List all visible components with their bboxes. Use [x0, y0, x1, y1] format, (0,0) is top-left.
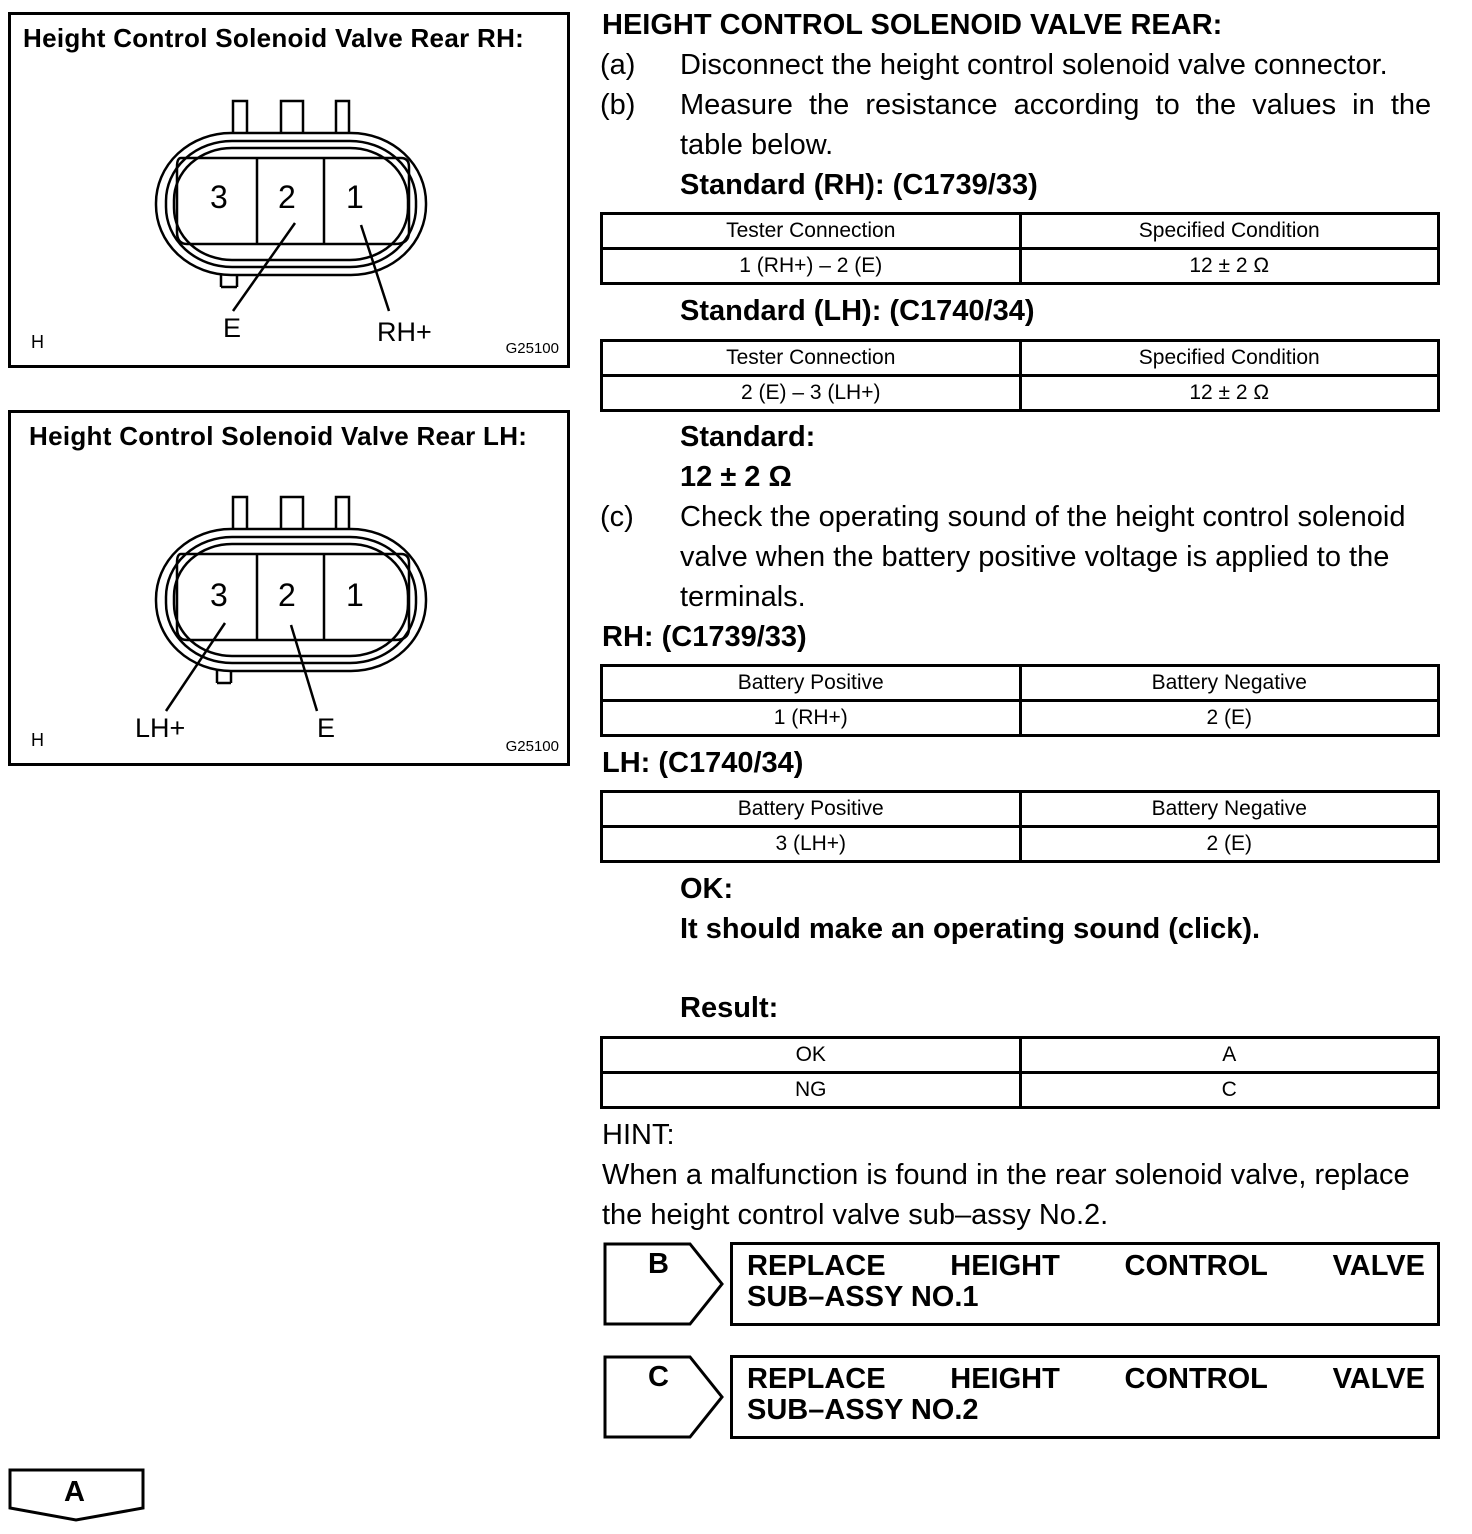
ok-label: OK:: [680, 873, 734, 905]
step-c-text-line2: valve when the battery positive voltage is applied to the: [680, 541, 1390, 573]
step-b-text-line2: table below.: [680, 129, 834, 161]
corner-mark: H: [31, 730, 44, 750]
figure-title: Height Control Solenoid Valve Rear RH:: [23, 23, 525, 53]
table-header-row: [602, 792, 1439, 827]
outcome-word: HEIGHT: [950, 1363, 1060, 1395]
step-c-text-line1: Check the operating sound of the height control solenoid: [680, 501, 1406, 533]
corner-mark: H: [31, 332, 44, 352]
section-title: HEIGHT CONTROL SOLENOID VALVE REAR:: [602, 9, 1223, 41]
hint-text-line2: the height control valve sub–assy No.2.: [602, 1199, 1109, 1231]
outcome-action-box: [730, 1355, 1440, 1439]
table-cell: 1 (RH+) – 2 (E): [602, 249, 1021, 284]
pin-1-label: 1: [346, 179, 364, 215]
standard-value: 12 ± 2 Ω: [680, 461, 792, 493]
outcome-b: [600, 1242, 1440, 1326]
step-b-marker: (b): [600, 89, 636, 121]
table-cell: C: [1020, 1073, 1439, 1108]
header-cell: Tester Connection: [602, 341, 1021, 376]
outcome-letter: C: [648, 1361, 669, 1393]
table-cell: 12 ± 2 Ω: [1020, 249, 1439, 284]
table-cell: A: [1020, 1038, 1439, 1073]
step-c-marker: (c): [600, 501, 634, 533]
header-cell: Specified Condition: [1020, 214, 1439, 249]
table-header-row: [602, 214, 1439, 249]
step-c-text-line3: terminals.: [680, 581, 806, 613]
table-cell: 2 (E): [1020, 827, 1439, 862]
table-cell: 2 (E) – 3 (LH+): [602, 376, 1021, 411]
pin-3-label: 3: [210, 179, 228, 215]
outcome-text-line2: SUB–ASSY NO.2: [747, 1394, 979, 1426]
outcome-word: VALVE: [1332, 1363, 1425, 1395]
outcome-word: REPLACE: [747, 1363, 886, 1395]
table-header-row: [602, 341, 1439, 376]
table-row: [602, 701, 1439, 736]
standard-lh-label: Standard (LH): (C1740/34): [680, 295, 1035, 327]
pin-3-label: 3: [210, 577, 228, 613]
step-a-text: Disconnect the height control solenoid valve connector.: [680, 49, 1388, 81]
table-cell: 1 (RH+): [602, 701, 1021, 736]
outcome-letter: B: [648, 1248, 669, 1280]
outcome-word: CONTROL: [1124, 1363, 1268, 1395]
table-row: [602, 376, 1439, 411]
standard-label: Standard:: [680, 421, 816, 453]
battery-table-lh: [600, 790, 1440, 863]
connector-figure-lh: [8, 410, 570, 766]
header-cell: Tester Connection: [602, 214, 1021, 249]
result-label: Result:: [680, 992, 779, 1024]
header-cell: Battery Negative: [1020, 666, 1439, 701]
terminal-rh-plus-label: RH+: [377, 317, 432, 347]
battery-table-rh: [600, 664, 1440, 737]
table-row: [602, 1038, 1439, 1073]
hint-text-line1: When a malfunction is found in the rear solenoid valve, replace: [602, 1159, 1410, 1191]
ok-text: It should make an operating sound (click).: [680, 913, 1261, 945]
header-cell: Battery Positive: [602, 666, 1021, 701]
figure-code: G25100: [505, 340, 559, 357]
connector-figure-rh: [8, 12, 570, 368]
figure-title: Height Control Solenoid Valve Rear LH:: [29, 421, 528, 451]
standard-rh-label: Standard (RH): (C1739/33): [680, 169, 1038, 201]
table-cell: 12 ± 2 Ω: [1020, 376, 1439, 411]
step-b-text-line1: Measure the resistance according to the values in the: [680, 89, 1432, 121]
pin-2-label: 2: [278, 179, 296, 215]
outcome-action-box: [730, 1242, 1440, 1326]
table-row: [602, 249, 1439, 284]
outcome-word: HEIGHT: [950, 1250, 1060, 1282]
table-row: [602, 1073, 1439, 1108]
rh-label: RH: (C1739/33): [602, 621, 807, 653]
outcome-text-line2: SUB–ASSY NO.1: [747, 1281, 979, 1313]
step-a-marker: (a): [600, 49, 636, 81]
terminal-lh-plus-label: LH+: [135, 713, 186, 743]
footer-tag: [8, 1468, 148, 1529]
resistance-table-rh: [600, 212, 1440, 285]
table-cell: 2 (E): [1020, 701, 1439, 736]
pin-2-label: 2: [278, 577, 296, 613]
footer-tag-label: A: [64, 1476, 85, 1508]
pin-1-label: 1: [346, 577, 364, 613]
header-cell: Battery Positive: [602, 792, 1021, 827]
terminal-e-label: E: [223, 313, 242, 343]
outcome-word: REPLACE: [747, 1250, 886, 1282]
table-cell: 3 (LH+): [602, 827, 1021, 862]
figure-code: G25100: [505, 738, 559, 755]
header-cell: Battery Negative: [1020, 792, 1439, 827]
table-header-row: [602, 666, 1439, 701]
result-table: [600, 1036, 1440, 1109]
header-cell: Specified Condition: [1020, 341, 1439, 376]
hint-label: HINT:: [602, 1119, 675, 1151]
outcome-word: CONTROL: [1124, 1250, 1268, 1282]
lh-label: LH: (C1740/34): [602, 747, 804, 779]
table-cell: OK: [602, 1038, 1021, 1073]
outcome-c: [600, 1355, 1440, 1439]
outcome-word: VALVE: [1332, 1250, 1425, 1282]
table-cell: NG: [602, 1073, 1021, 1108]
resistance-table-lh: [600, 339, 1440, 412]
table-row: [602, 827, 1439, 862]
terminal-e-label: E: [317, 713, 336, 743]
